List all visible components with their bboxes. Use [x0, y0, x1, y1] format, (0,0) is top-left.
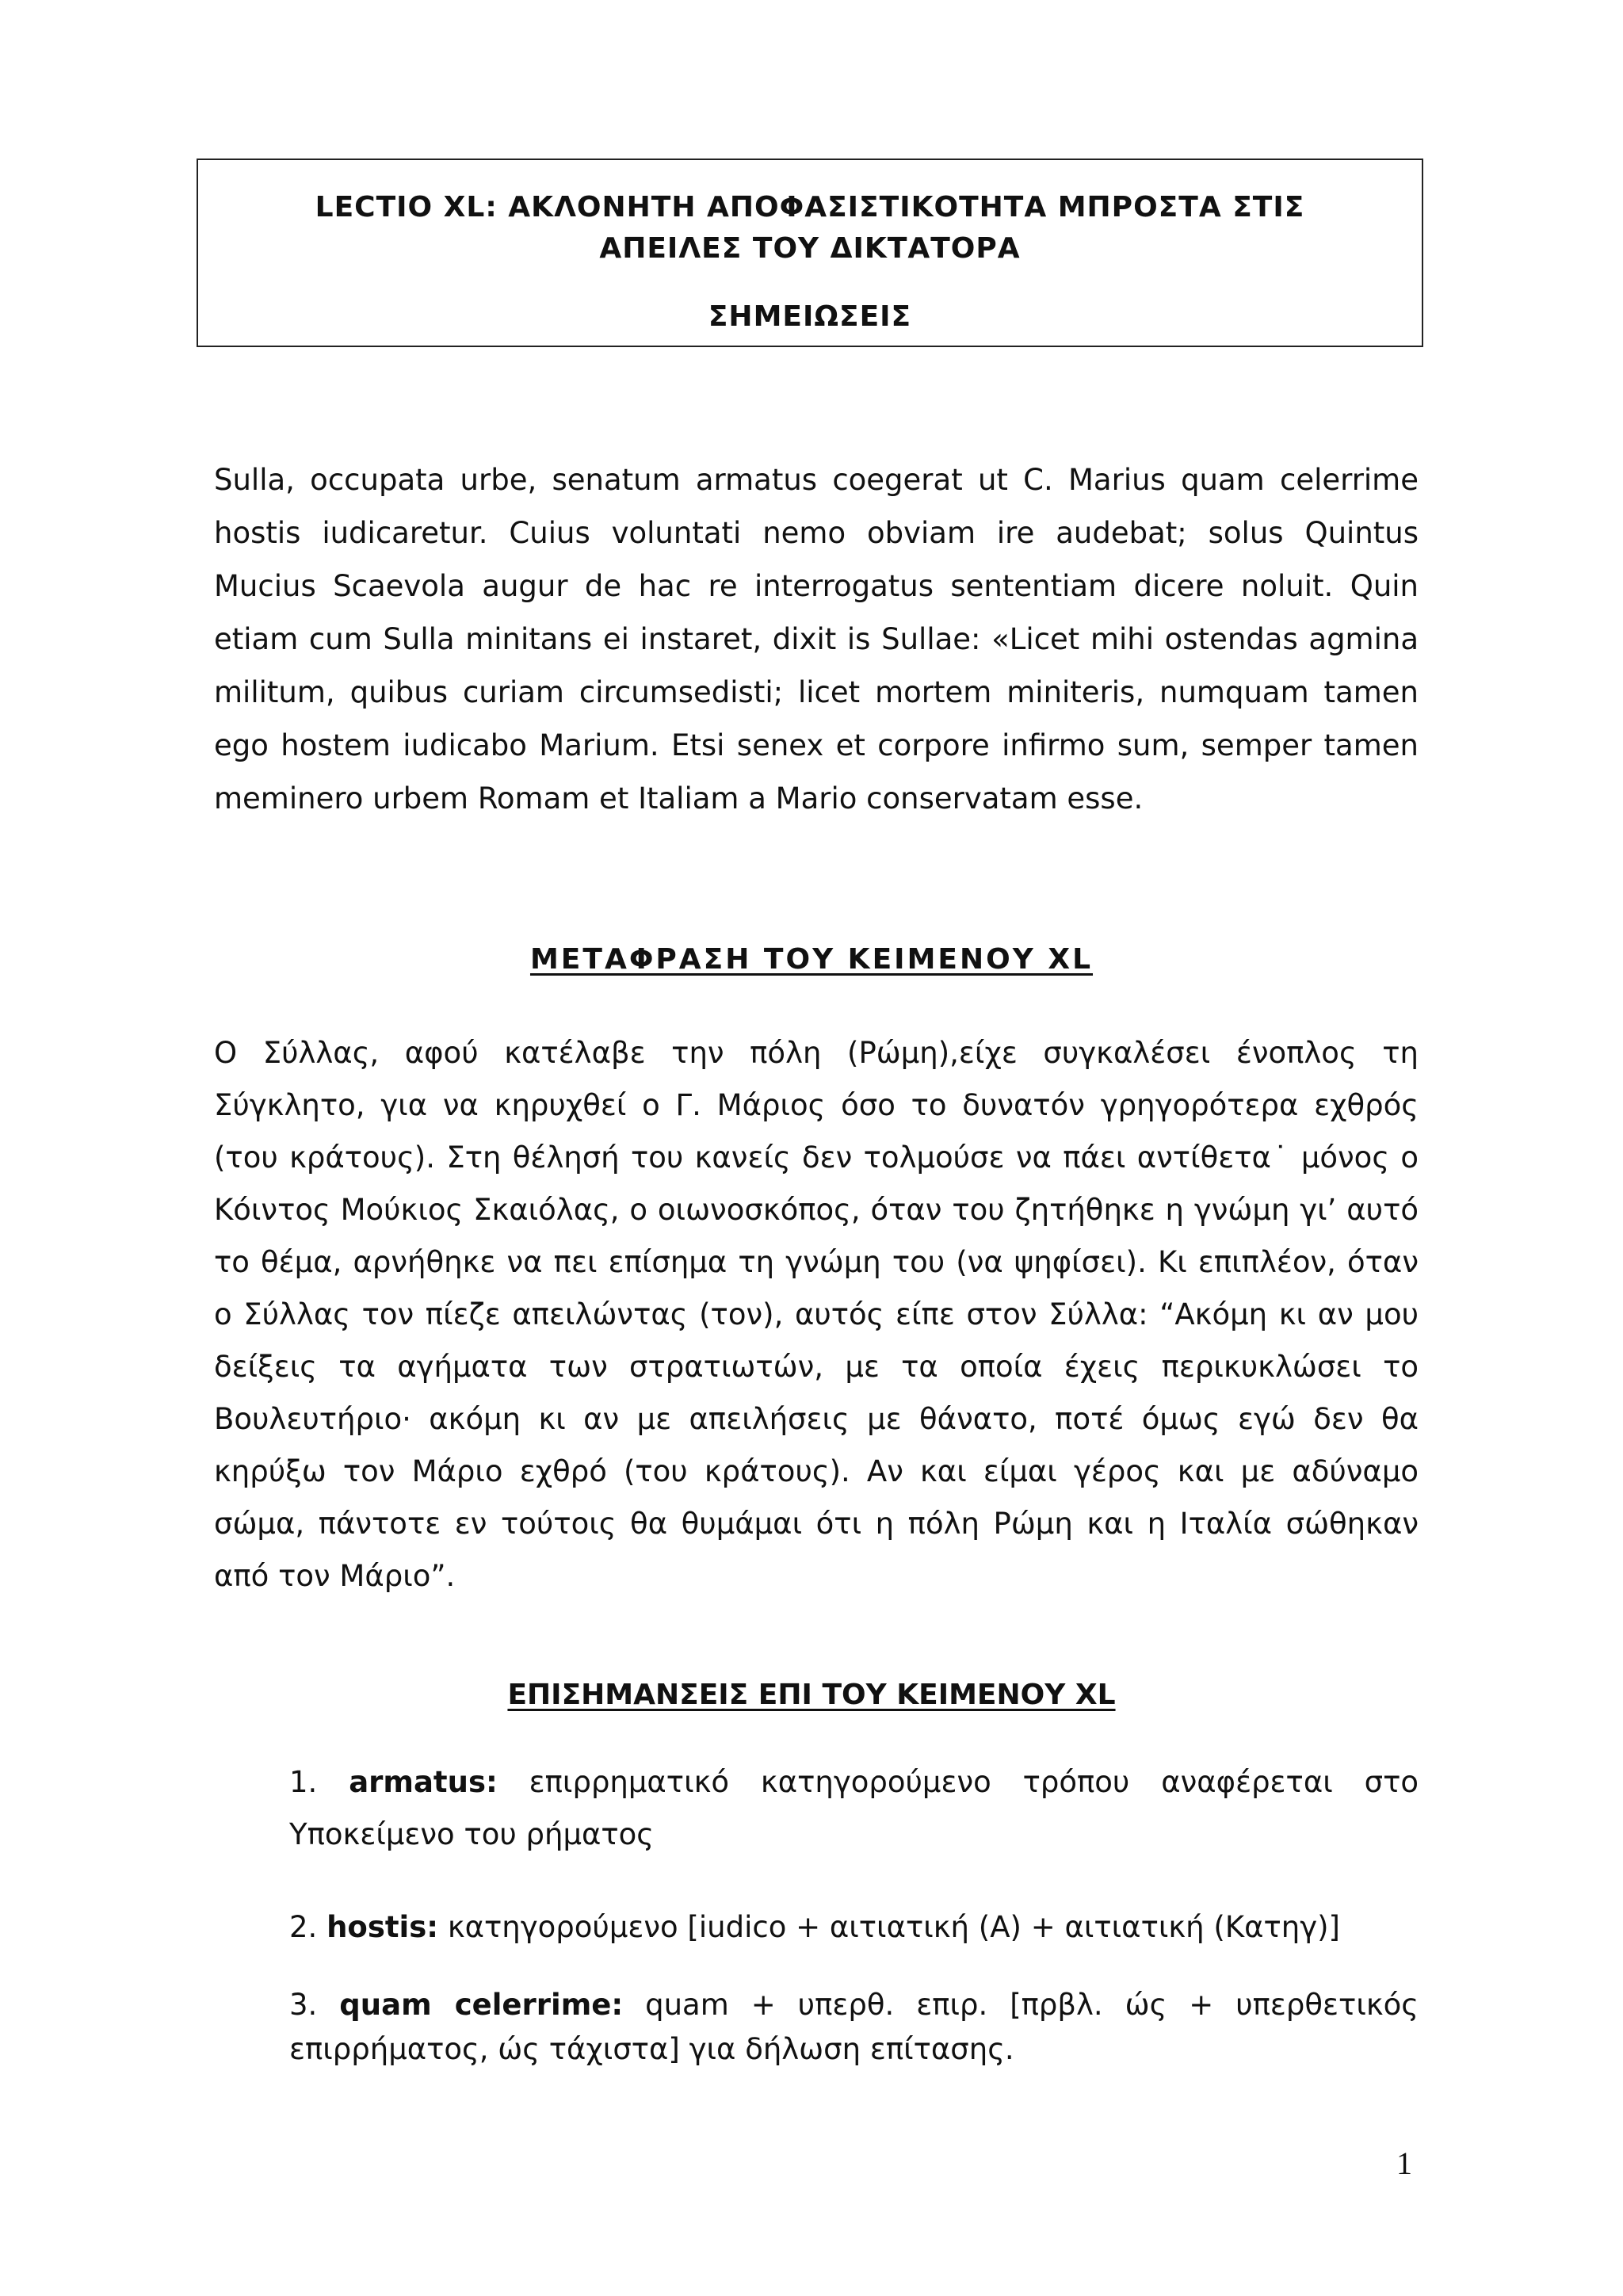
translation-heading: ΜΕΤΑΦΡΑΣΗ ΤΟΥ ΚΕΙΜΕΝΟΥ XL — [529, 943, 1094, 976]
remark-number: 2. — [289, 1910, 318, 1944]
remarks-heading: ΕΠΙΣΗΜΑΝΣΕΙΣ ΕΠΙ ΤΟΥ ΚΕΙΜΕΝΟΥ XL — [507, 1679, 1116, 1711]
latin-text-paragraph: Sulla, occupata urbe, senatum armatus coegerat ut C. Marius quam celerrime hostis iudicaretur. Cuius voluntati nemo obviam ire audebat; solus Quintus Mucius Scaevola augur de hac re interrogatus sententiam dicere noluit. Quin etiam cum Sulla minitans ei instaret, dixit is Sullae: «Licet mihi ostendas agmina militum, quibus curiam circumsedisti; licet mortem miniteris, numquam tamen ego hostem iudicabo Marium. Etsi senex et corpore infirmo sum, semper tamen meminero urbem Romam et Italiam a Mario conservatam esse. — [214, 463, 1419, 816]
document-subtitle: ΣΗΜΕΙΩΣΕΙΣ — [708, 300, 912, 333]
translation-paragraph: Ο Σύλλας, αφού κατέλαβε την πόλη (Ρώμη),είχε συγκαλέσει ένοπλος τη Σύγκλητο, για να κηρυχθεί ο Γ. Μάριος όσο το δυνατόν γρηγορότερα εχθρός (του κράτους). Στη θέλησή του κανείς δεν τολμούσε να πάει αντίθετα˙ μόνος ο Κόιντος Μούκιος Σκαιόλας, ο οιωνοσκόπος, όταν του ζητήθηκε η γνώμη γι’ αυτό το θέμα, αρνήθηκε να πει επίσημα τη γνώμη του (να ψηφίσει). Κι επιπλέον, όταν ο Σύλλας τον πίεζε απειλώντας (τον), αυτός είπε στον Σύλλα: “Ακόμη κι αν μου δείξεις τα αγήματα των στρατιωτών, με τα οποία έχεις περικυκλώσει το Βουλευτήριο· ακόμη κι αν με απειλήσεις με θάνατο, ποτέ όμως εγώ δεν θα κηρύξω τον Μάριο εχθρό (του κράτους). Αν και είμαι γέρος και με αδύναμο σώμα, πάντοτε εν τούτοις θα θυμάμαι ότι η πόλη Ρώμη και η Ιταλία σώθηκαν από τον Μάριο”. — [214, 1036, 1419, 1593]
document-title: LECTIO XL: ΑΚΛΟΝΗΤΗ ΑΠΟΦΑΣΙΣΤΙΚΟΤΗΤΑ ΜΠΡΟΣΤΑ ΣΤΙΣ ΑΠΕΙΛΕΣ ΤΟΥ ΔΙΚΤΑΤΟΡΑ — [315, 191, 1305, 265]
remark-term: quam celerrime: — [339, 1988, 624, 2022]
remark-item — [289, 1756, 1419, 1861]
remark-term: armatus: — [349, 1765, 498, 1799]
remark-item — [289, 1983, 1419, 2072]
remark-text: quam + υπερθ. επιρ. [πρβλ. ώς + υπερθετικός επιρρήματος, ώς τάχιστα] για δήλωση επίτασης. — [289, 1988, 1419, 2066]
page-number: 1 — [1396, 2145, 1412, 2181]
remark-text: κατηγορούμενο [iudico + αιτιατική (Α) + αιτιατική (Κατηγ)] — [447, 1910, 1340, 1944]
remark-term: hostis: — [327, 1910, 439, 1944]
remark-text: επιρρηματικό κατηγορούμενο τρόπου αναφέρεται στο Υποκείμενο του ρήματος — [289, 1765, 1419, 1851]
title-box — [197, 159, 1423, 347]
remark-item — [289, 1901, 1419, 1954]
remark-number: 1. — [289, 1765, 318, 1799]
remark-number: 3. — [289, 1988, 318, 2022]
